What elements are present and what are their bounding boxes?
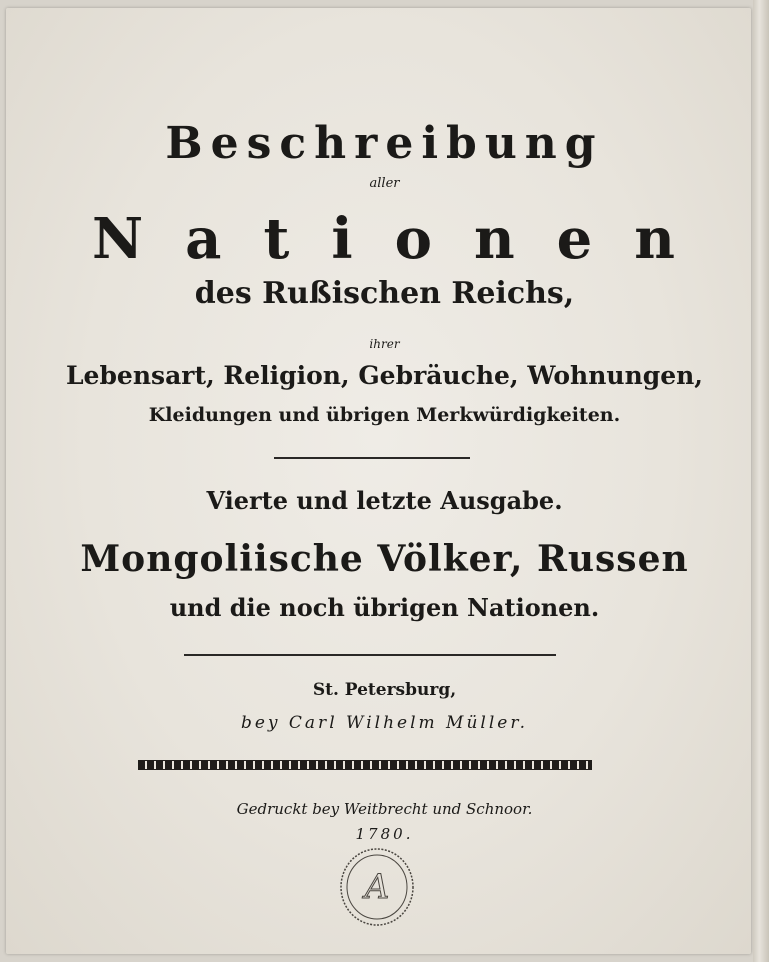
imprint-place: St. Petersburg,: [312, 680, 457, 700]
imprint-printer: Gedruckt bey Weitbrecht und Schnoor.: [236, 800, 533, 818]
stamp-monogram: A: [364, 867, 390, 907]
divider-rule-2: [184, 654, 556, 656]
imprint-publisher: bey Carl Wilhelm Müller.: [240, 713, 529, 733]
divider-rule-1: [274, 457, 470, 459]
title-ihrer: ihrer: [369, 337, 400, 351]
edition-statement: Vierte und letzte Ausgabe.: [206, 486, 563, 515]
title-nationen: Nationen: [91, 206, 718, 272]
library-stamp-icon: [338, 846, 416, 928]
ornamental-rule: [138, 760, 592, 770]
edition-subtitle-2: und die noch übrigen Nationen.: [169, 593, 600, 622]
title-kleidungen: Kleidungen und übrigen Merkwürdigkeiten.: [148, 404, 621, 426]
title-aller: aller: [369, 176, 400, 191]
edition-subtitle: Mongoliische Völker, Russen: [80, 538, 689, 580]
title-lebensart: Lebensart, Religion, Gebräuche, Wohnungen,: [65, 361, 704, 390]
title-beschreibung: Beschreibung: [165, 118, 604, 169]
title-reich: des Rußischen Reichs,: [194, 276, 575, 311]
imprint-year: 1780.: [355, 825, 414, 843]
